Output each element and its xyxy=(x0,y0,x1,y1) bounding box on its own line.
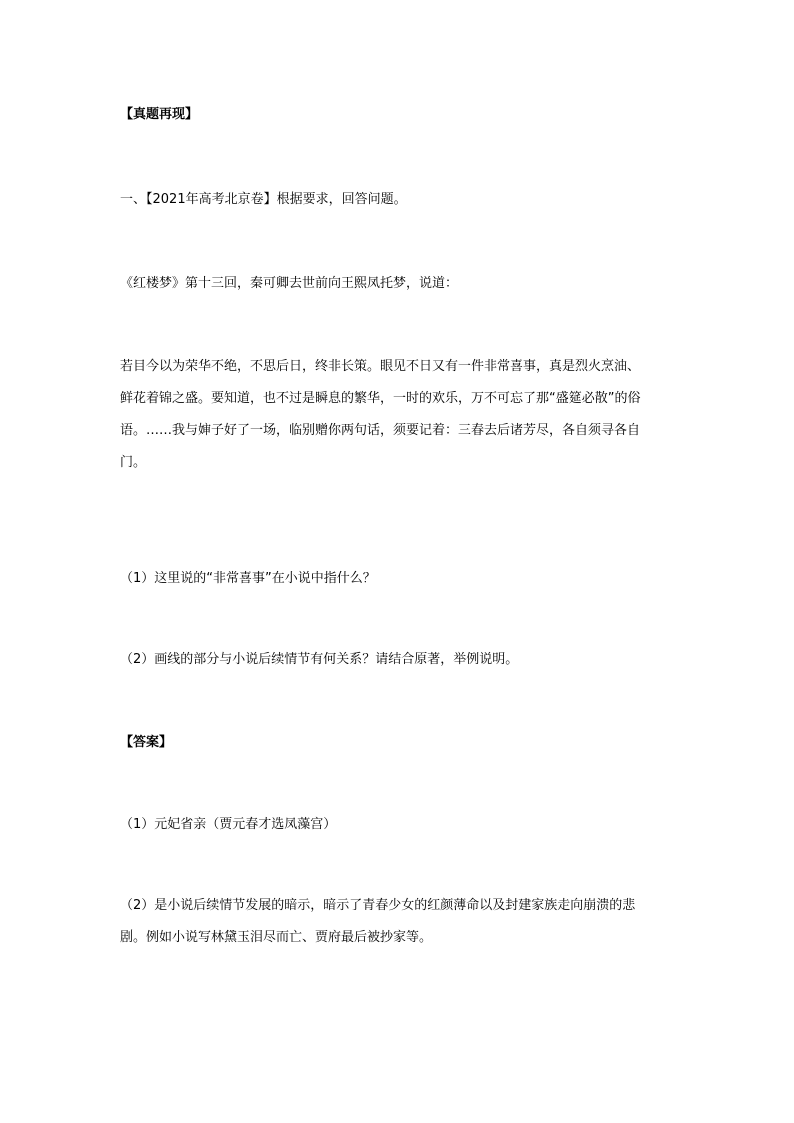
answer-heading: 【答案】 xyxy=(120,735,173,750)
question-title: 一、【2021年高考北京卷】根据要求，回答问题。 xyxy=(120,192,407,207)
passage-line: 若目今以为荣华不绝，不思后日，终非长策。眼见不日又有一件非常喜事，真是烈火烹油、 xyxy=(120,359,641,374)
passage-line: 语。……我与婶子好了一场，临别赠你两句话，须要记着：三春去后诸芳尽，各自须寻各自 xyxy=(120,423,641,438)
passage-line: 鲜花着锦之盛。要知道，也不过是瞬息的繁华，一时的欢乐，万不可忘了那“盛筵必散”的俗 xyxy=(120,391,641,406)
answer-2-line: （2）是小说后续情节发展的暗示，暗示了青春少女的红颜薄命以及封建家族走向崩溃的悲 xyxy=(120,898,636,913)
answer-2 xyxy=(120,890,690,954)
answer-1: （1）元妃省亲（贾元春才选凤藻宫） xyxy=(120,817,337,832)
sub-question-1: （1）这里说的“非常喜事”在小说中指什么？ xyxy=(120,571,376,586)
sub-question-2: （2）画线的部分与小说后续情节有何关系？请结合原著，举例说明。 xyxy=(120,652,519,667)
passage-line: 门。 xyxy=(120,455,147,470)
passage-source: 《红楼梦》第十三回，秦可卿去世前向王熙凤托梦，说道： xyxy=(120,276,459,291)
section-heading: 【真题再现】 xyxy=(120,107,199,122)
answer-2-line: 剧。例如小说写林黛玉泪尽而亡、贾府最后被抄家等。 xyxy=(120,930,433,945)
passage-text xyxy=(120,351,690,479)
